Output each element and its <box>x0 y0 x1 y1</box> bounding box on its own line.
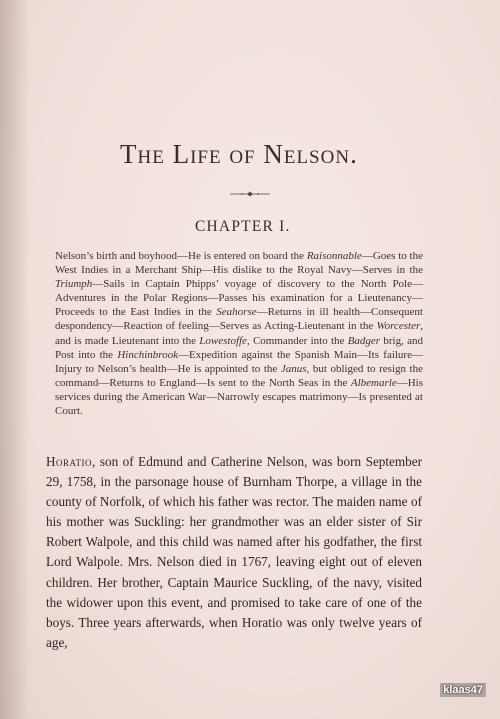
summary-text: —Returns in ill health—Consequent despondency—Reaction of feeling—Serves as Acting-Lieutenant in the <box>55 306 423 333</box>
summary-text: —His services during the American War—Narrowly escapes matrimony—Is presented at Court. <box>55 376 423 418</box>
summary-ship-name: Albemarle <box>350 376 397 389</box>
summary-ship-name: Lowestoffe <box>199 334 247 347</box>
ornament-divider <box>230 190 270 198</box>
summary-ship-name: Badger <box>347 334 381 347</box>
body-paragraph <box>46 452 422 653</box>
summary-text: , and is made Lieutenant into the <box>55 320 423 347</box>
summary-ship-name: Raisonnable <box>306 250 362 262</box>
summary-ship-name: Hinchinbrook <box>117 348 179 361</box>
chapter-summary <box>55 249 423 418</box>
book-title: The Life of Nelson. <box>120 139 358 169</box>
summary-ship-name: Worcester <box>376 320 421 333</box>
body-text: , son of Edmund and Catherine Nelson, was born September 29, 1758, in the parsonage house of Burnham Thorpe, a village in the county of Norfolk, of which his father was rector. The maiden name of his mother was Suckling: her grandmother was an elder sister of Sir Robert Walpole, and this child was named after his godfather, the first Lord Walpole. Mrs. Nelson died in 1767, leaving eight out of eleven children. Her brother, Captain Maurice Suckling, of the navy, visited the widower upon this event, and promised to take care of one of the boys. Three years afterwards, when Horatio was only twelve years of age, <box>46 454 422 650</box>
summary-text: —Expedition against the Spanish Main—Its failure—Injury to Nelson’s health—He is appointed to the <box>55 348 423 375</box>
summary-text: Nelson’s birth and boyhood—He is entered on board the <box>55 250 307 262</box>
summary-text: —Sails in Captain Phipps’ voyage of discovery to the North Pole—Adventures in the Polar Regions—Passes his examination for a Lieutenancy—Proceeds to the East Indies in the <box>55 278 423 319</box>
summary-text: —Goes to the West Indies in a Merchant Ship—His dislike to the Royal Navy—Serves in the <box>55 250 423 277</box>
summary-text: , but obliged to resign the command—Returns to England—Is sent to the North Seas in the <box>55 362 423 389</box>
summary-text: , Commander into the <box>246 334 348 347</box>
summary-ship-name: Janus <box>280 362 307 375</box>
chapter-heading: CHAPTER I. <box>195 218 291 235</box>
summary-ship-name: Triumph <box>55 278 93 291</box>
watermark: klaas47 <box>440 683 486 697</box>
summary-ship-name: Seahorse <box>216 306 257 319</box>
summary-text: brig, and Post into the <box>55 334 423 361</box>
lead-word: Horatio <box>46 454 93 469</box>
